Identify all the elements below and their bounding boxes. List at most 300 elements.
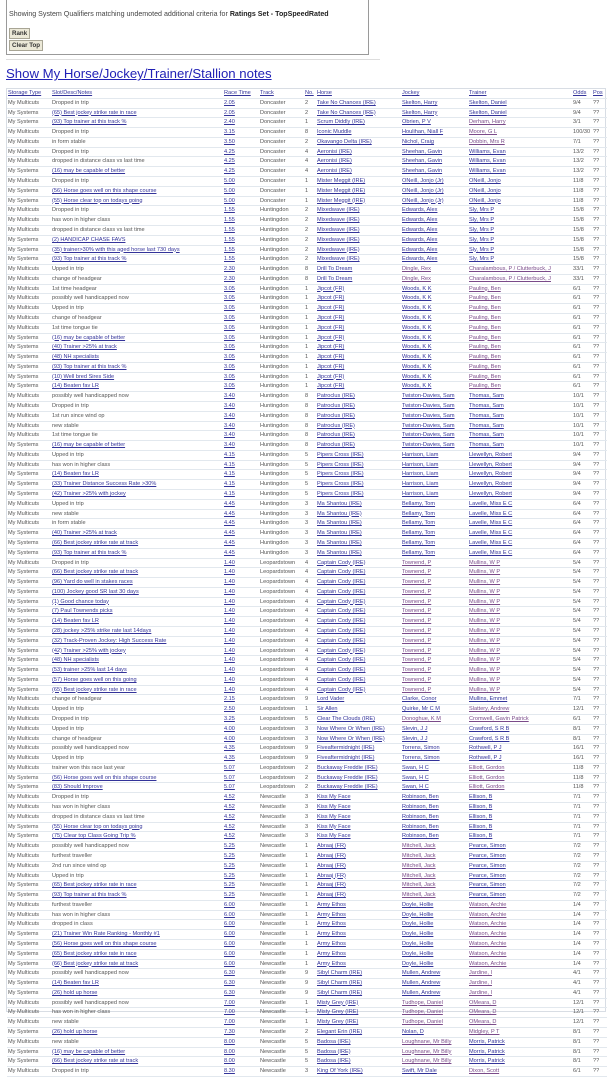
- jockey-link[interactable]: Skelton, Harry: [402, 99, 438, 106]
- horse-link[interactable]: Captain Cody (IRE): [317, 676, 366, 683]
- cell-trainer[interactable]: [468, 1067, 572, 1077]
- trainer-link[interactable]: Morris, Patrick: [469, 1058, 505, 1065]
- column-header-race-time[interactable]: [223, 89, 259, 98]
- cell-horse[interactable]: [316, 490, 401, 500]
- cell-race-time[interactable]: [223, 265, 259, 275]
- trainer-link[interactable]: Sly, Mrs P: [469, 236, 495, 243]
- jockey-link[interactable]: Woods, K K: [402, 305, 432, 312]
- race-time-link[interactable]: 6.00: [224, 950, 235, 957]
- slot-desc-link[interactable]: (16) may be capable of better: [52, 1048, 126, 1055]
- cell-jockey[interactable]: [401, 959, 468, 969]
- cell-horse[interactable]: [316, 1067, 401, 1077]
- horse-link[interactable]: Jipcot (FR): [317, 295, 345, 302]
- cell-trainer[interactable]: [468, 666, 572, 676]
- cell-race-time[interactable]: [223, 979, 259, 989]
- horse-link[interactable]: Mixedwave (IRE): [317, 246, 360, 253]
- cell-trainer[interactable]: [468, 871, 572, 881]
- race-time-link[interactable]: 1.40: [224, 598, 235, 605]
- trainer-link[interactable]: Watson, Archie: [469, 940, 507, 947]
- cell-slot-desc[interactable]: [51, 490, 223, 500]
- jockey-link[interactable]: Doyle, Hollie: [402, 950, 434, 957]
- cell-jockey[interactable]: [401, 1067, 468, 1077]
- horse-link[interactable]: Sibyl Charm (IRE): [317, 989, 363, 996]
- slot-desc-link[interactable]: (7) Paul Townends picks: [52, 608, 113, 615]
- trainer-link[interactable]: Pearce, Simon: [469, 862, 506, 869]
- horse-link[interactable]: Pipers Cross (IRE): [317, 491, 364, 498]
- horse-link[interactable]: Captain Cody (IRE): [317, 637, 366, 644]
- cell-trainer[interactable]: [468, 196, 572, 206]
- cell-horse[interactable]: [316, 216, 401, 226]
- race-time-link[interactable]: 3.40: [224, 432, 235, 439]
- cell-jockey[interactable]: [401, 724, 468, 734]
- cell-trainer[interactable]: [468, 715, 572, 725]
- jockey-link[interactable]: Doyle, Hollie: [402, 911, 434, 918]
- jockey-link[interactable]: Townend, P: [402, 686, 432, 693]
- cell-race-time[interactable]: [223, 499, 259, 509]
- cell-race-time[interactable]: [223, 832, 259, 842]
- cell-trainer[interactable]: [468, 480, 572, 490]
- cell-trainer[interactable]: [468, 891, 572, 901]
- race-time-link[interactable]: 3.40: [224, 412, 235, 419]
- race-time-link[interactable]: 1.55: [224, 207, 235, 214]
- column-header-jockey[interactable]: [401, 89, 468, 98]
- trainer-link[interactable]: Derham, Harry: [469, 119, 506, 126]
- race-time-link[interactable]: 7.30: [224, 1029, 235, 1035]
- jockey-link[interactable]: Swan, H C: [402, 774, 429, 781]
- cell-race-time[interactable]: [223, 842, 259, 852]
- cell-horse[interactable]: [316, 803, 401, 813]
- cell-horse[interactable]: [316, 382, 401, 392]
- horse-link[interactable]: Now Where Or When (IRE): [317, 735, 385, 742]
- horse-link[interactable]: King Of York (IRE): [317, 1068, 363, 1075]
- horse-link[interactable]: Mixedwave (IRE): [317, 226, 360, 233]
- cell-race-time[interactable]: [223, 685, 259, 695]
- slot-desc-link[interactable]: (55) Horse clear top on todays going: [52, 823, 143, 830]
- jockey-link[interactable]: Doyle, Hollie: [402, 940, 434, 947]
- cell-race-time[interactable]: [223, 333, 259, 343]
- slot-desc-link[interactable]: (66) Best jockey strike rate at track: [52, 960, 139, 967]
- cell-jockey[interactable]: [401, 470, 468, 480]
- race-time-link[interactable]: 1.55: [224, 236, 235, 243]
- cell-jockey[interactable]: [401, 979, 468, 989]
- cell-slot-desc[interactable]: [51, 783, 223, 793]
- race-time-link[interactable]: 3.05: [224, 324, 235, 331]
- cell-horse[interactable]: [316, 450, 401, 460]
- cell-jockey[interactable]: [401, 842, 468, 852]
- jockey-link[interactable]: Edwards, Alex: [402, 226, 438, 233]
- horse-link[interactable]: Scrum Diddly (IRE): [317, 119, 365, 126]
- race-time-link[interactable]: 4.52: [224, 804, 235, 811]
- horse-link[interactable]: Misty Grey (IRE): [317, 999, 359, 1006]
- cell-horse[interactable]: [316, 1037, 401, 1047]
- cell-horse[interactable]: [316, 470, 401, 480]
- trainer-link[interactable]: Lavelle, Miss E C: [469, 530, 513, 537]
- cell-race-time[interactable]: [223, 509, 259, 519]
- cell-horse[interactable]: [316, 568, 401, 578]
- trainer-link[interactable]: Ellison, B: [469, 823, 493, 830]
- horse-link[interactable]: Badosa (IRE): [317, 1048, 351, 1055]
- cell-race-time[interactable]: [223, 695, 259, 705]
- cell-race-time[interactable]: [223, 548, 259, 558]
- race-time-link[interactable]: 1.40: [224, 667, 235, 674]
- column-header-horse[interactable]: [316, 89, 401, 98]
- jockey-link[interactable]: Townend, P: [402, 637, 432, 644]
- trainer-link[interactable]: OMeara, D: [469, 999, 497, 1006]
- cell-jockey[interactable]: [401, 646, 468, 656]
- cell-jockey[interactable]: [401, 460, 468, 470]
- cell-jockey[interactable]: [401, 519, 468, 529]
- cell-jockey[interactable]: [401, 558, 468, 568]
- cell-trainer[interactable]: [468, 294, 572, 304]
- cell-jockey[interactable]: [401, 98, 468, 108]
- jockey-link[interactable]: Doyle, Hollie: [402, 901, 434, 908]
- trainer-link[interactable]: Mullins, W P: [469, 588, 501, 595]
- clear-top-button[interactable]: Clear Top: [9, 40, 43, 51]
- cell-race-time[interactable]: [223, 294, 259, 304]
- race-time-link[interactable]: 8.00: [224, 1058, 235, 1065]
- race-time-link[interactable]: 1.40: [224, 676, 235, 683]
- trainer-link[interactable]: Rothwell, P J: [469, 745, 502, 752]
- jockey-link[interactable]: Robinson, Ben: [402, 813, 439, 820]
- cell-jockey[interactable]: [401, 900, 468, 910]
- cell-jockey[interactable]: [401, 695, 468, 705]
- race-time-link[interactable]: 6.00: [224, 940, 235, 947]
- trainer-link[interactable]: Mullins, W P: [469, 559, 501, 566]
- cell-horse[interactable]: [316, 734, 401, 744]
- race-time-link[interactable]: 4.45: [224, 500, 235, 507]
- jockey-link[interactable]: Torrens, Simon: [402, 755, 440, 762]
- cell-trainer[interactable]: [468, 255, 572, 265]
- jockey-link[interactable]: Townend, P: [402, 559, 432, 566]
- cell-horse[interactable]: [316, 499, 401, 509]
- cell-jockey[interactable]: [401, 910, 468, 920]
- cell-jockey[interactable]: [401, 1018, 468, 1028]
- cell-trainer[interactable]: [468, 362, 572, 372]
- cell-horse[interactable]: [316, 108, 401, 118]
- cell-race-time[interactable]: [223, 137, 259, 147]
- cell-horse[interactable]: [316, 685, 401, 695]
- cell-race-time[interactable]: [223, 851, 259, 861]
- race-time-link[interactable]: 4.45: [224, 520, 235, 527]
- slot-desc-link[interactable]: (16) may be capable of better: [52, 334, 126, 341]
- cell-slot-desc[interactable]: [51, 235, 223, 245]
- cell-trainer[interactable]: [468, 803, 572, 813]
- horse-link[interactable]: Jipcot (FR): [317, 334, 345, 341]
- cell-jockey[interactable]: [401, 597, 468, 607]
- cell-race-time[interactable]: [223, 949, 259, 959]
- race-time-link[interactable]: 3.05: [224, 285, 235, 292]
- cell-race-time[interactable]: [223, 793, 259, 803]
- cell-trainer[interactable]: [468, 695, 572, 705]
- cell-horse[interactable]: [316, 597, 401, 607]
- cell-slot-desc[interactable]: [51, 959, 223, 969]
- jockey-link[interactable]: Slevin, J J: [402, 735, 428, 742]
- cell-slot-desc[interactable]: [51, 343, 223, 353]
- trainer-link[interactable]: Midgley, P T: [469, 1029, 500, 1035]
- trainer-link[interactable]: ONeill, Jonjo: [469, 197, 501, 204]
- trainer-link[interactable]: Crawford, S R B: [469, 735, 510, 742]
- horse-link[interactable]: Patroclus (IRE): [317, 422, 355, 429]
- cell-trainer[interactable]: [468, 881, 572, 891]
- slot-desc-link[interactable]: (42) Trainer >25% with jockey: [52, 647, 126, 654]
- cell-race-time[interactable]: [223, 147, 259, 157]
- race-time-link[interactable]: 2.50: [224, 706, 235, 713]
- race-time-link[interactable]: 1.55: [224, 246, 235, 253]
- horse-link[interactable]: Captain Cody (IRE): [317, 598, 366, 605]
- cell-slot-desc[interactable]: [51, 578, 223, 588]
- cell-slot-desc[interactable]: [51, 822, 223, 832]
- sort-link-track[interactable]: Track: [260, 90, 274, 96]
- cell-horse[interactable]: [316, 225, 401, 235]
- race-time-link[interactable]: 3.25: [224, 716, 235, 722]
- slot-desc-link[interactable]: (56) Horse goes well on this shape course: [52, 187, 157, 194]
- jockey-link[interactable]: Torrens, Simon: [402, 745, 440, 752]
- trainer-link[interactable]: Skelton, Daniel: [469, 109, 507, 116]
- cell-race-time[interactable]: [223, 480, 259, 490]
- cell-horse[interactable]: [316, 578, 401, 588]
- cell-horse[interactable]: [316, 1057, 401, 1067]
- horse-link[interactable]: Mister Meggit (IRE): [317, 197, 366, 204]
- cell-trainer[interactable]: [468, 685, 572, 695]
- cell-horse[interactable]: [316, 695, 401, 705]
- horse-link[interactable]: Army Ethos: [317, 931, 346, 938]
- cell-trainer[interactable]: [468, 245, 572, 255]
- trainer-link[interactable]: Pauling, Ben: [469, 295, 501, 302]
- race-time-link[interactable]: 5.07: [224, 774, 235, 781]
- slot-desc-link[interactable]: (65) Best jockey strike rate in race: [52, 109, 137, 116]
- cell-jockey[interactable]: [401, 656, 468, 666]
- jockey-link[interactable]: Harrison, Liam: [402, 461, 439, 468]
- cell-jockey[interactable]: [401, 861, 468, 871]
- horse-link[interactable]: Captain Cody (IRE): [317, 559, 366, 566]
- race-time-link[interactable]: 4.15: [224, 491, 235, 498]
- horse-link[interactable]: Jipcot (FR): [317, 383, 345, 390]
- horse-link[interactable]: Mixedwave (IRE): [317, 217, 360, 224]
- cell-horse[interactable]: [316, 245, 401, 255]
- trainer-link[interactable]: Cromwell, Gavin Patrick: [469, 716, 529, 722]
- cell-jockey[interactable]: [401, 392, 468, 402]
- cell-race-time[interactable]: [223, 1028, 259, 1038]
- slot-desc-link[interactable]: (53) trainer >25% last 14 days: [52, 667, 127, 674]
- cell-jockey[interactable]: [401, 851, 468, 861]
- cell-trainer[interactable]: [468, 822, 572, 832]
- trainer-link[interactable]: Williams, Evan: [469, 148, 506, 155]
- slot-desc-link[interactable]: (10) Well bred Sires Side: [52, 373, 115, 380]
- cell-trainer[interactable]: [468, 636, 572, 646]
- cell-horse[interactable]: [316, 441, 401, 451]
- cell-trainer[interactable]: [468, 597, 572, 607]
- race-time-link[interactable]: 1.55: [224, 256, 235, 263]
- race-time-link[interactable]: 1.40: [224, 647, 235, 654]
- cell-race-time[interactable]: [223, 763, 259, 773]
- trainer-link[interactable]: Pearce, Simon: [469, 843, 506, 850]
- cell-trainer[interactable]: [468, 734, 572, 744]
- cell-slot-desc[interactable]: [51, 1028, 223, 1038]
- jockey-link[interactable]: Woods, K K: [402, 344, 432, 351]
- cell-jockey[interactable]: [401, 216, 468, 226]
- cell-horse[interactable]: [316, 509, 401, 519]
- cell-jockey[interactable]: [401, 186, 468, 196]
- jockey-link[interactable]: Woods, K K: [402, 334, 432, 341]
- cell-jockey[interactable]: [401, 499, 468, 509]
- cell-horse[interactable]: [316, 636, 401, 646]
- cell-trainer[interactable]: [468, 274, 572, 284]
- race-time-link[interactable]: 2.30: [224, 266, 235, 273]
- horse-link[interactable]: Aeronisi (IRE): [317, 148, 352, 155]
- cell-race-time[interactable]: [223, 597, 259, 607]
- race-time-link[interactable]: 4.52: [224, 794, 235, 801]
- race-time-link[interactable]: 4.15: [224, 481, 235, 488]
- trainer-link[interactable]: Watson, Archie: [469, 901, 507, 908]
- horse-link[interactable]: Kiss My Face: [317, 833, 351, 840]
- cell-horse[interactable]: [316, 128, 401, 138]
- race-time-link[interactable]: 3.05: [224, 305, 235, 312]
- trainer-link[interactable]: ONeill, Jonjo: [469, 178, 501, 185]
- horse-link[interactable]: Captain Cody (IRE): [317, 686, 366, 693]
- cell-race-time[interactable]: [223, 255, 259, 265]
- column-header-trainer[interactable]: [468, 89, 572, 98]
- cell-race-time[interactable]: [223, 235, 259, 245]
- cell-trainer[interactable]: [468, 216, 572, 226]
- race-time-link[interactable]: 6.00: [224, 960, 235, 967]
- cell-horse[interactable]: [316, 460, 401, 470]
- slot-desc-link[interactable]: (96) Yard do well in stakes races: [52, 579, 133, 586]
- cell-trainer[interactable]: [468, 323, 572, 333]
- cell-jockey[interactable]: [401, 636, 468, 646]
- horse-link[interactable]: Pipers Cross (IRE): [317, 471, 364, 478]
- cell-trainer[interactable]: [468, 842, 572, 852]
- jockey-link[interactable]: Swift, Mr Dale: [402, 1068, 437, 1075]
- jockey-link[interactable]: Mitchell, Jack: [402, 862, 436, 869]
- slot-desc-link[interactable]: (93) Top trainer at this track %: [52, 256, 127, 263]
- cell-horse[interactable]: [316, 157, 401, 167]
- cell-horse[interactable]: [316, 793, 401, 803]
- trainer-link[interactable]: Ellison, B: [469, 833, 493, 840]
- trainer-link[interactable]: Morris, Patrick: [469, 1038, 505, 1045]
- race-time-link[interactable]: 5.25: [224, 843, 235, 850]
- jockey-link[interactable]: Mullen, Andrew: [402, 970, 441, 977]
- race-time-link[interactable]: 1.40: [224, 657, 235, 664]
- cell-horse[interactable]: [316, 343, 401, 353]
- jockey-link[interactable]: Swan, H C: [402, 784, 429, 791]
- race-time-link[interactable]: 7.00: [224, 999, 235, 1006]
- cell-horse[interactable]: [316, 871, 401, 881]
- slot-desc-link[interactable]: (32) Track-Proven Jockey: High Success Rate: [52, 637, 167, 644]
- cell-trainer[interactable]: [468, 949, 572, 959]
- jockey-link[interactable]: Twiston-Davies, Sam: [402, 412, 455, 419]
- cell-trainer[interactable]: [468, 441, 572, 451]
- cell-jockey[interactable]: [401, 529, 468, 539]
- cell-horse[interactable]: [316, 1008, 401, 1018]
- horse-link[interactable]: Sir Allen: [317, 706, 338, 713]
- cell-race-time[interactable]: [223, 969, 259, 979]
- trainer-link[interactable]: Skelton, Daniel: [469, 99, 507, 106]
- jockey-link[interactable]: Tudhope, Daniel: [402, 1019, 443, 1026]
- trainer-link[interactable]: Llewellyn, Robert: [469, 451, 512, 458]
- horse-link[interactable]: Abraaj (FR): [317, 852, 346, 859]
- trainer-link[interactable]: Llewellyn, Robert: [469, 481, 512, 488]
- horse-link[interactable]: Jipcot (FR): [317, 324, 345, 331]
- trainer-link[interactable]: Mullins, W P: [469, 598, 501, 605]
- race-time-link[interactable]: 4.25: [224, 148, 235, 155]
- horse-link[interactable]: Ma Shantou (IRE): [317, 500, 362, 507]
- horse-link[interactable]: Lord Vader: [317, 696, 345, 703]
- cell-race-time[interactable]: [223, 1057, 259, 1067]
- trainer-link[interactable]: Sly, Mrs P: [469, 217, 495, 224]
- race-time-link[interactable]: 3.40: [224, 442, 235, 449]
- cell-horse[interactable]: [316, 744, 401, 754]
- slot-desc-link[interactable]: (35) trainer>30% with this aged horse last 730 days: [52, 246, 180, 253]
- cell-jockey[interactable]: [401, 128, 468, 138]
- horse-link[interactable]: Okavango Delta (IRE): [317, 138, 372, 145]
- cell-jockey[interactable]: [401, 998, 468, 1008]
- jockey-link[interactable]: Doyle, Hollie: [402, 921, 434, 928]
- cell-horse[interactable]: [316, 421, 401, 431]
- race-time-link[interactable]: 8.00: [224, 1048, 235, 1055]
- cell-jockey[interactable]: [401, 490, 468, 500]
- horse-link[interactable]: Pipers Cross (IRE): [317, 451, 364, 458]
- jockey-link[interactable]: Swan, H C: [402, 764, 429, 771]
- trainer-link[interactable]: Pauling, Ben: [469, 305, 501, 312]
- cell-horse[interactable]: [316, 538, 401, 548]
- horse-link[interactable]: Army Ethos: [317, 921, 346, 928]
- cell-race-time[interactable]: [223, 881, 259, 891]
- horse-link[interactable]: Kiss My Face: [317, 794, 351, 801]
- horse-link[interactable]: Army Ethos: [317, 911, 346, 918]
- cell-race-time[interactable]: [223, 1047, 259, 1057]
- cell-jockey[interactable]: [401, 822, 468, 832]
- cell-trainer[interactable]: [468, 353, 572, 363]
- horse-link[interactable]: Clear The Clouds (IRE): [317, 716, 376, 722]
- cell-horse[interactable]: [316, 832, 401, 842]
- cell-race-time[interactable]: [223, 939, 259, 949]
- trainer-link[interactable]: Jardine, I: [469, 989, 493, 996]
- cell-race-time[interactable]: [223, 421, 259, 431]
- cell-trainer[interactable]: [468, 626, 572, 636]
- race-time-link[interactable]: 4.52: [224, 833, 235, 840]
- cell-horse[interactable]: [316, 284, 401, 294]
- cell-horse[interactable]: [316, 891, 401, 901]
- cell-race-time[interactable]: [223, 431, 259, 441]
- cell-trainer[interactable]: [468, 910, 572, 920]
- trainer-link[interactable]: Mullins, W P: [469, 647, 501, 654]
- cell-trainer[interactable]: [468, 939, 572, 949]
- cell-jockey[interactable]: [401, 137, 468, 147]
- cell-horse[interactable]: [316, 675, 401, 685]
- cell-race-time[interactable]: [223, 754, 259, 764]
- race-time-link[interactable]: 3.40: [224, 393, 235, 400]
- race-time-link[interactable]: 4.45: [224, 530, 235, 537]
- cell-race-time[interactable]: [223, 568, 259, 578]
- horse-link[interactable]: Abraaj (FR): [317, 843, 346, 850]
- cell-race-time[interactable]: [223, 959, 259, 969]
- trainer-link[interactable]: Dixon, Scott: [469, 1068, 500, 1075]
- horse-link[interactable]: Take No Chances (IRE): [317, 99, 376, 106]
- horse-link[interactable]: Mister Meggit (IRE): [317, 187, 366, 194]
- cell-slot-desc[interactable]: [51, 617, 223, 627]
- cell-jockey[interactable]: [401, 274, 468, 284]
- cell-race-time[interactable]: [223, 323, 259, 333]
- cell-trainer[interactable]: [468, 108, 572, 118]
- cell-horse[interactable]: [316, 656, 401, 666]
- jockey-link[interactable]: Mitchell, Jack: [402, 843, 436, 850]
- horse-link[interactable]: Patroclus (IRE): [317, 412, 355, 419]
- trainer-link[interactable]: Thomas, Sam: [469, 403, 504, 409]
- race-time-link[interactable]: 2.05: [224, 109, 235, 116]
- jockey-link[interactable]: Harrison, Liam: [402, 491, 439, 498]
- cell-race-time[interactable]: [223, 734, 259, 744]
- trainer-link[interactable]: Pearce, Simon: [469, 882, 506, 889]
